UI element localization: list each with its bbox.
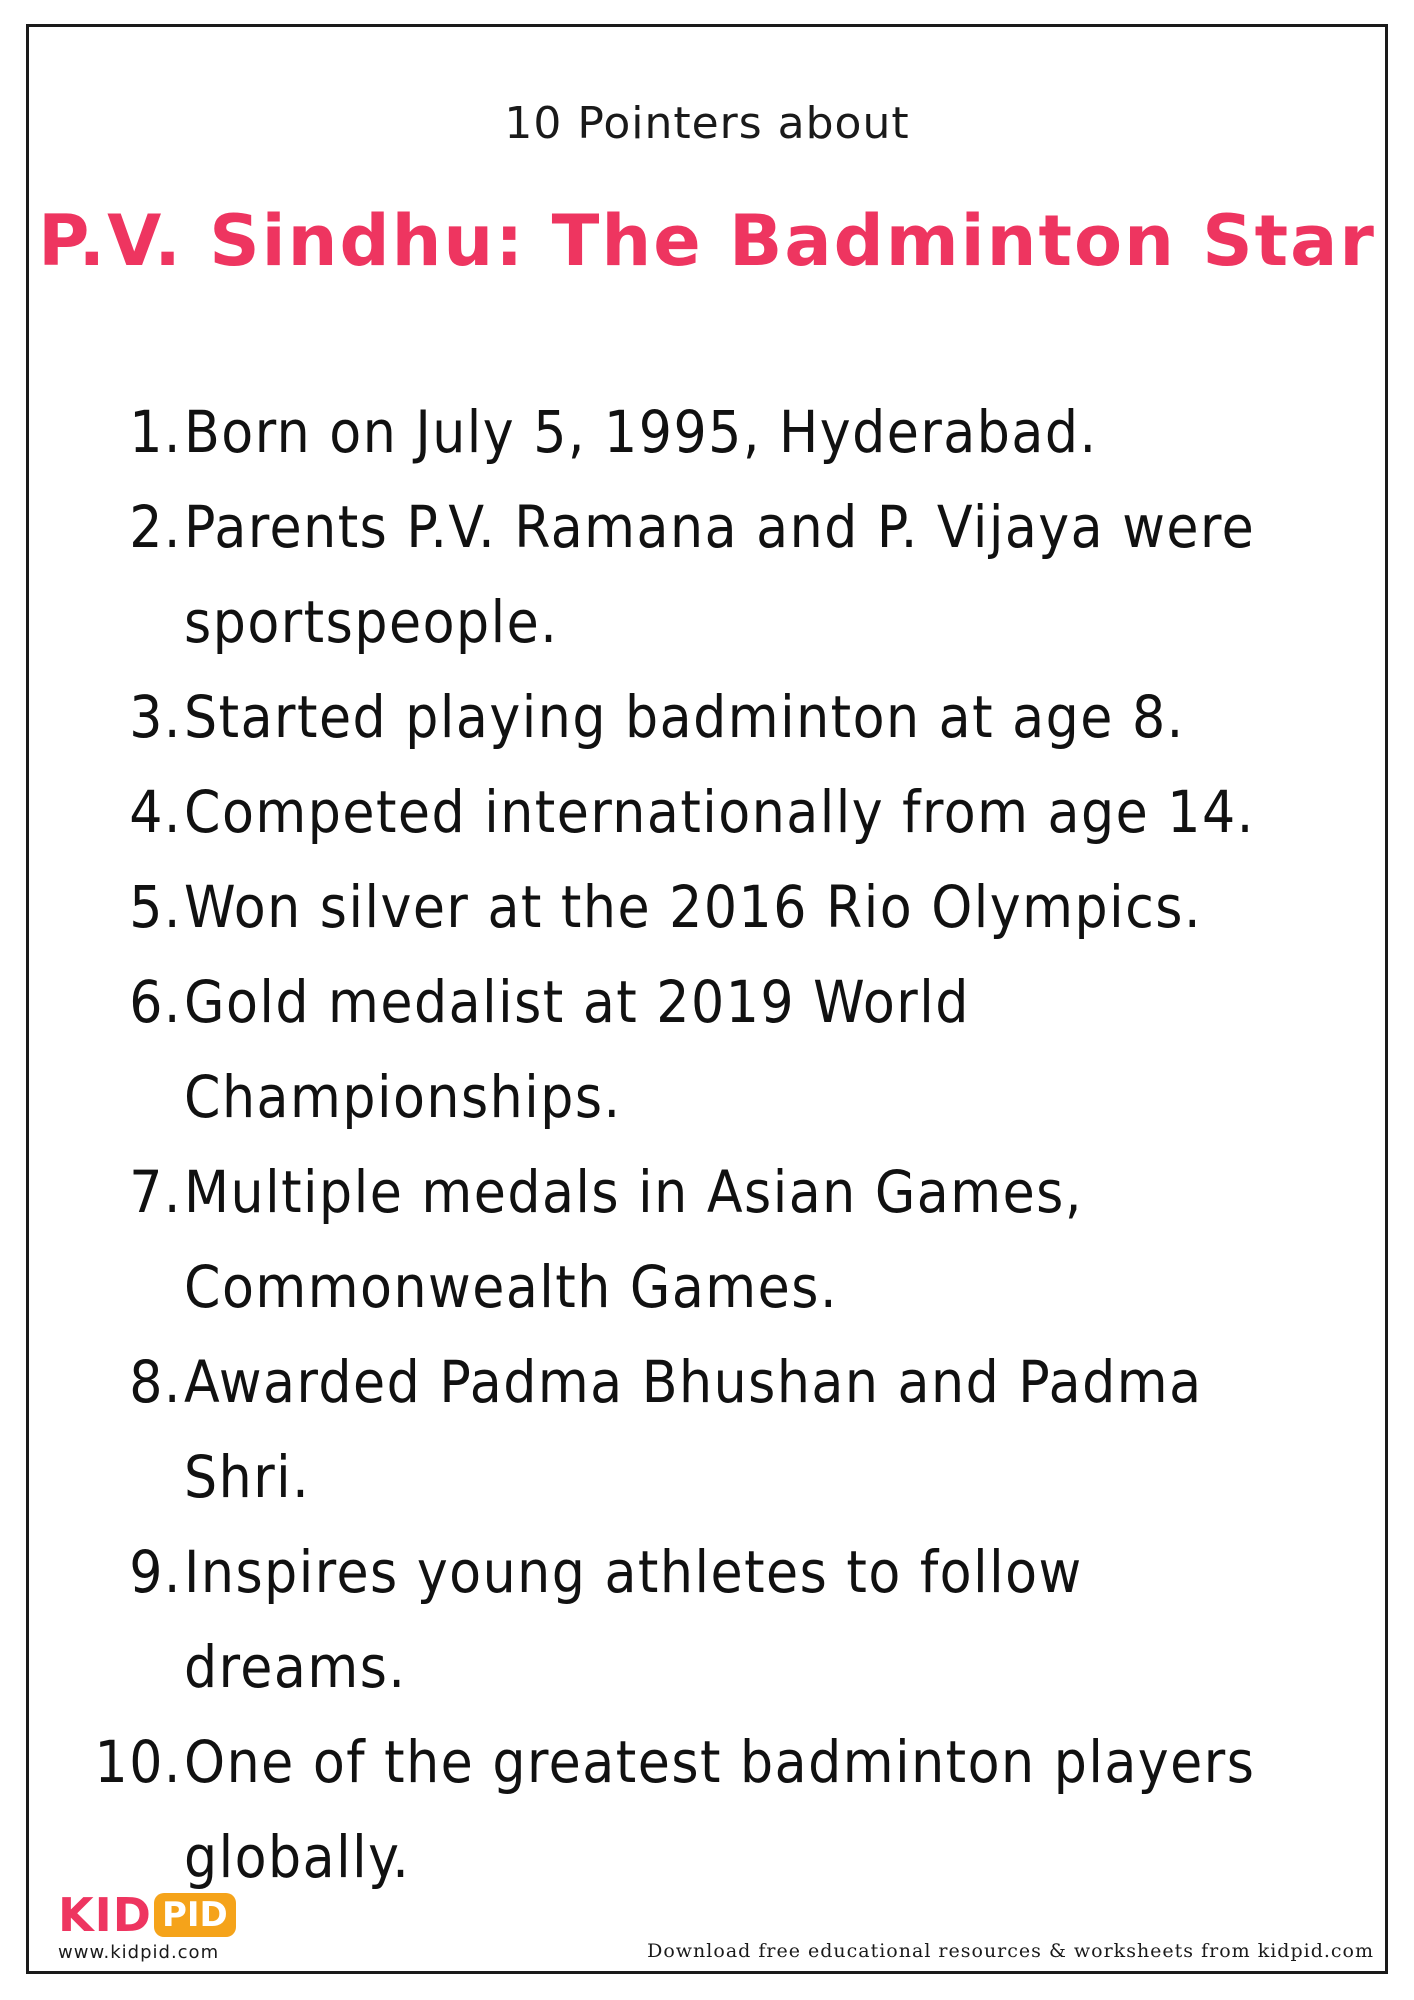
- logo-kid-text: KID: [58, 1888, 152, 1942]
- item-text: [184, 860, 1354, 955]
- list-item: [0, 1525, 1414, 1715]
- item-number: 7.: [129, 1158, 182, 1226]
- list-item: [0, 480, 1414, 670]
- item-text-line: dreams.: [184, 1633, 407, 1701]
- item-text-line: Awarded Padma Bhushan and Padma: [184, 1348, 1203, 1416]
- item-text: [184, 480, 1354, 670]
- list-item: [0, 860, 1414, 955]
- item-number: 3.: [129, 683, 182, 751]
- pointer-list: [0, 385, 1414, 1905]
- item-text: [184, 385, 1354, 480]
- list-item: [0, 670, 1414, 765]
- item-text: [184, 955, 1354, 1145]
- item-text: [184, 670, 1354, 765]
- item-number: 6.: [129, 968, 182, 1036]
- item-text-line: Multiple medals in Asian Games,: [184, 1158, 1083, 1226]
- kidpid-logo: [58, 1890, 258, 1970]
- item-text-line: Parents P.V. Ramana and P. Vijaya were: [184, 493, 1256, 561]
- item-text-line: Won silver at the 2016 Rio Olympics.: [184, 873, 1203, 941]
- item-text-line: globally.: [184, 1823, 411, 1891]
- item-text-line: Inspires young athletes to follow: [184, 1538, 1083, 1606]
- item-text: [184, 1525, 1354, 1715]
- item-text: [184, 1335, 1354, 1525]
- item-text-line: Competed internationally from age 14.: [184, 778, 1255, 846]
- item-text: [184, 1715, 1354, 1905]
- list-item: [0, 955, 1414, 1145]
- item-number: 5.: [129, 873, 182, 941]
- item-number: 1.: [129, 398, 182, 466]
- item-text-line: Started playing badminton at age 8.: [184, 683, 1185, 751]
- page-subtitle: 10 Pointers about: [504, 98, 910, 149]
- logo-url: www.kidpid.com: [58, 1942, 220, 1963]
- list-item: [0, 765, 1414, 860]
- item-text-line: sportspeople.: [184, 588, 559, 656]
- item-number: 8.: [129, 1348, 182, 1416]
- item-text-line: Championships.: [184, 1063, 622, 1131]
- item-number: 9.: [129, 1538, 182, 1606]
- footer-note: Download free educational resources & worksheets from kidpid.com: [647, 1940, 1374, 1962]
- logo-mark: [58, 1890, 258, 1940]
- item-text-line: Born on July 5, 1995, Hyderabad.: [184, 398, 1098, 466]
- item-text-line: Shri.: [184, 1443, 311, 1511]
- item-text: [184, 1145, 1354, 1335]
- item-number: 10.: [94, 1728, 182, 1796]
- list-item: [0, 1335, 1414, 1525]
- list-item: [0, 385, 1414, 480]
- item-text-line: Commonwealth Games.: [184, 1253, 839, 1321]
- page-title: P.V. Sindhu: The Badminton Star: [38, 200, 1376, 282]
- list-item: [0, 1715, 1414, 1905]
- list-item: [0, 1145, 1414, 1335]
- item-text: [184, 765, 1354, 860]
- item-number: 4.: [129, 778, 182, 846]
- item-text-line: Gold medalist at 2019 World: [184, 968, 970, 1036]
- logo-pid-badge: PID: [154, 1893, 236, 1937]
- item-text-line: One of the greatest badminton players: [184, 1728, 1256, 1796]
- item-number: 2.: [129, 493, 182, 561]
